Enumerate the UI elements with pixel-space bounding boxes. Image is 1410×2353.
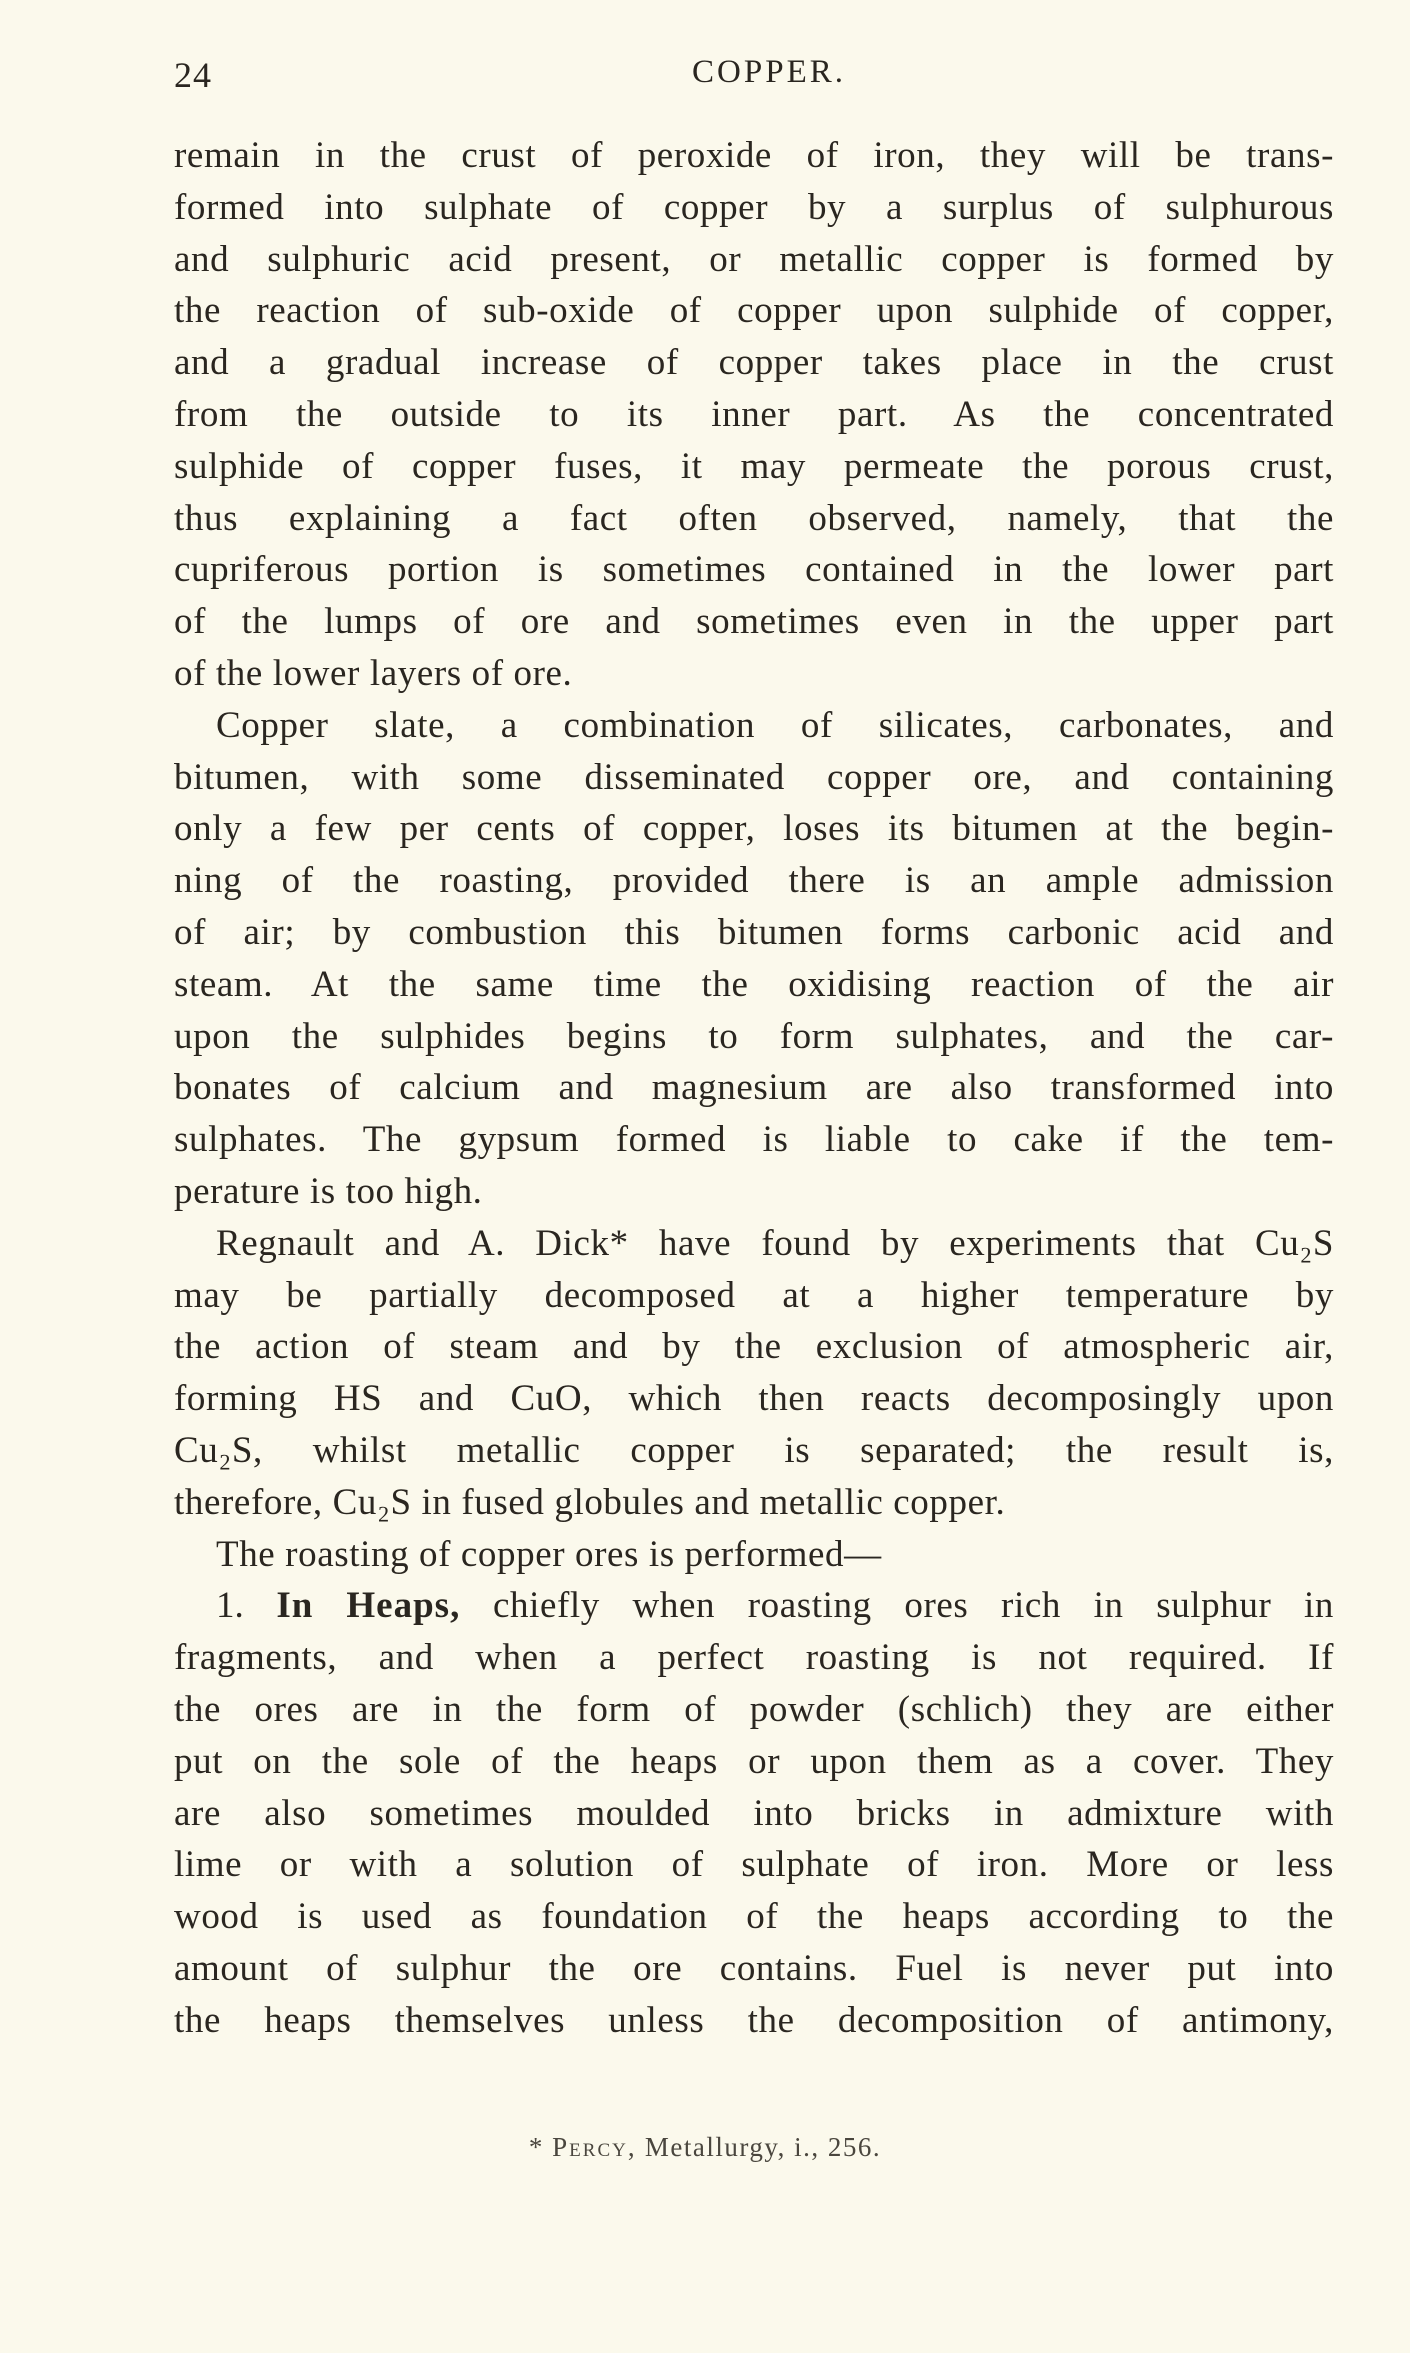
text-line: fragments, and when a perfect roasting is not required. If xyxy=(174,1637,1334,1679)
text-line: only a few per cents of copper, loses its bitumen at the begin- xyxy=(174,808,1334,850)
paragraph-4 xyxy=(174,1529,1334,1581)
text-line: and a gradual increase of copper takes place in the crust xyxy=(174,342,1334,384)
text-line: The roasting of copper ores is performed— xyxy=(216,1533,882,1575)
page-number: 24 xyxy=(174,55,212,95)
list-item-first-line xyxy=(174,1580,1334,1632)
text-line: bitumen, with some disseminated copper ore, and containing xyxy=(174,756,1334,798)
list-item-number: 1. xyxy=(216,1585,244,1627)
text-line: the reaction of sub-oxide of copper upon sulphide of copper, xyxy=(174,290,1334,332)
list-item-title: In Heaps, xyxy=(276,1585,461,1627)
footnote-marker: * xyxy=(528,2132,544,2162)
paragraph-1 xyxy=(174,130,1334,700)
text-line: sulphide of copper fuses, it may permeate the porous crust, xyxy=(174,445,1334,487)
text-line: forming HS and CuO, which then reacts decomposingly upon xyxy=(174,1378,1334,1420)
footnote-text: Metallurgy, i., 256. xyxy=(644,2132,882,2162)
text-line: cupriferous portion is sometimes contained in the lower part xyxy=(174,549,1334,591)
text-line: thus explaining a fact often observed, namely, that the xyxy=(174,497,1334,539)
text-line: wood is used as foundation of the heaps according to the xyxy=(174,1896,1334,1938)
text-line: perature is too high. xyxy=(174,1170,483,1212)
running-head xyxy=(174,54,1334,104)
text-line: ning of the roasting, provided there is an ample admission xyxy=(174,860,1334,902)
text-line: therefore, Cu₂S in fused globules and metallic copper. xyxy=(174,1481,1006,1523)
text-line: the action of steam and by the exclusion of atmospheric air, xyxy=(174,1326,1334,1368)
text-line: are also sometimes moulded into bricks in admixture with xyxy=(174,1792,1334,1834)
text-line: of the lumps of ore and sometimes even in the upper part xyxy=(174,601,1334,643)
list-item-heaps xyxy=(174,1580,1334,2046)
text-line: remain in the crust of peroxide of iron, they will be trans- xyxy=(174,135,1334,176)
text-line: from the outside to its inner part. As the concentrated xyxy=(174,393,1334,435)
text-line: put on the sole of the heaps or upon them as a cover. They xyxy=(174,1740,1334,1782)
list-item-text: chiefly when roasting ores rich in sulphur in xyxy=(492,1585,1335,1627)
text-line: the ores are in the form of powder (schlich) they are either xyxy=(174,1688,1334,1730)
running-title: COPPER. xyxy=(692,54,846,90)
text-line: of the lower layers of ore. xyxy=(174,652,573,694)
text-line: upon the sulphides begins to form sulphates, and the car- xyxy=(174,1015,1334,1057)
body-text xyxy=(174,130,1334,2046)
text-line: sulphates. The gypsum formed is liable to cake if the tem- xyxy=(174,1119,1334,1161)
text-line: the heaps themselves unless the decomposition of antimony, xyxy=(174,1999,1334,2041)
text-line: may be partially decomposed at a higher temperature by xyxy=(174,1274,1334,1316)
footnote xyxy=(0,2132,1410,2163)
paragraph-2 xyxy=(174,700,1334,1218)
text-line: steam. At the same time the oxidising reaction of the air xyxy=(174,963,1334,1005)
text-line: amount of sulphur the ore contains. Fuel is never put into xyxy=(174,1947,1334,1989)
text-line: Regnault and A. Dick* have found by experiments that Cu₂S xyxy=(216,1222,1334,1264)
paragraph-3 xyxy=(174,1218,1334,1529)
footnote-author: Percy, xyxy=(552,2132,637,2162)
text-line: Cu₂S, whilst metallic copper is separated; the result is, xyxy=(174,1429,1334,1471)
text-line: bonates of calcium and magnesium are also transformed into xyxy=(174,1067,1334,1109)
text-line: of air; by combustion this bitumen forms carbonic acid and xyxy=(174,911,1334,953)
text-line: lime or with a solution of sulphate of iron. More or less xyxy=(174,1844,1334,1886)
text-line: Copper slate, a combination of silicates, carbonates, and xyxy=(216,704,1334,746)
text-line: formed into sulphate of copper by a surplus of sulphurous xyxy=(174,186,1334,228)
text-line: and sulphuric acid present, or metallic copper is formed by xyxy=(174,238,1334,280)
